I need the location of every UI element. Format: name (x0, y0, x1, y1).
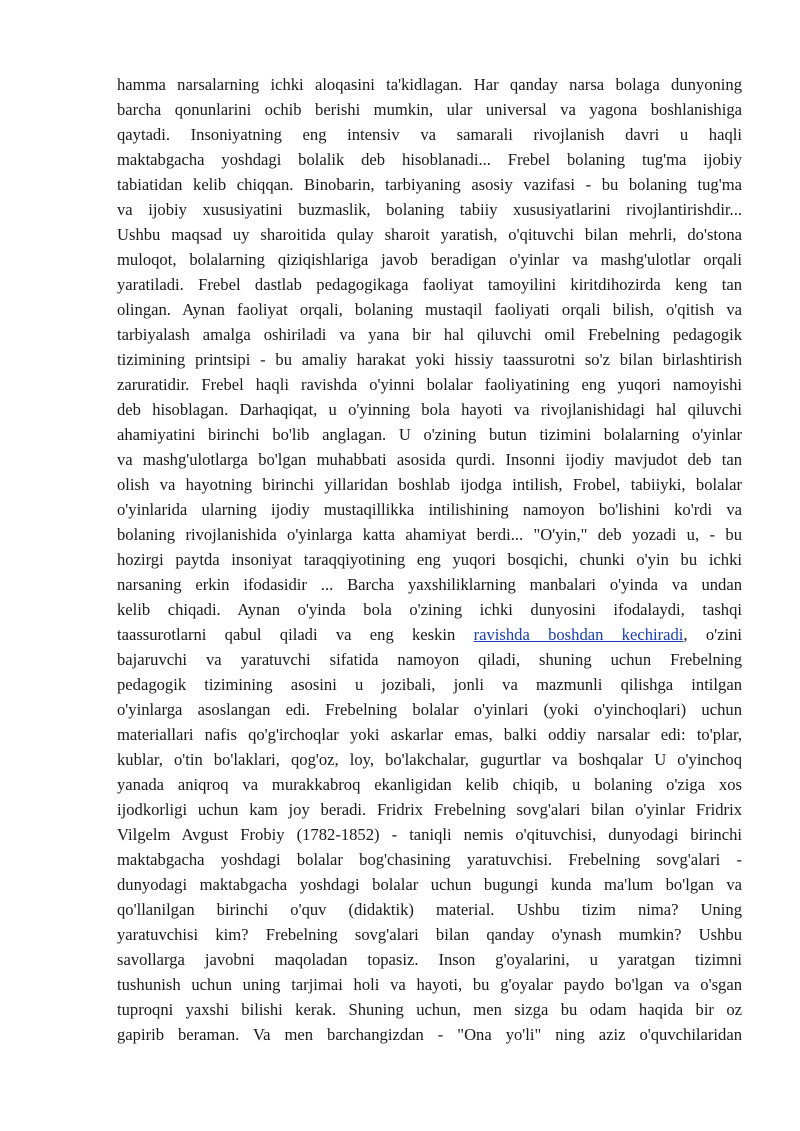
inline-link[interactable]: ravishda boshdan kechiradi (473, 625, 684, 644)
text-line: narsaning erkin ifodasidir ... Barcha yaxshiliklarning manbalari o'yinda va undan (117, 575, 742, 594)
text-line: maktabgacha yoshdagi bolalik deb hisoblanadi... Frebel bolaning tug'ma ijobiy (117, 150, 742, 169)
text-line: muloqot, bolalarning qiziqishlariga javob beradigan o'yinlar va mashg'ulotlar orqali (117, 250, 742, 269)
text-line: va ijobiy xususiyatini buzmaslik, bolaning tabiiy xususiyatlarini rivojlantirishdir... (117, 200, 742, 219)
text-line: yaratiladi. Frebel dastlab pedagogikaga faoliyat tamoyilini kiritdihozirda keng tan (117, 275, 742, 294)
text-line: va mashg'ulotlarga bo'lgan muhabbati asosida qurdi. Insonni ijodiy mavjudot deb tan (117, 450, 742, 469)
text-line: tarbiyalash amalga oshiriladi va yana bir hal qiluvchi omil Frebelning pedagogik (117, 325, 742, 344)
text-line: tizimining printsipi - bu amaliy harakat yoki hissiy taassurotni so'z bilan birlashtirish (117, 350, 742, 369)
text-line: o'yinlarga asoslangan edi. Frebelning bolalar o'yinlari (yoki o'yinchoqlari) uchun (117, 700, 742, 719)
text-line: qo'llanilgan birinchi o'quv (didaktik) material. Ushbu tizim nima? Uning (117, 900, 742, 919)
text-line: dunyodagi maktabgacha yoshdagi bolalar uchun bugungi kunda ma'lum bo'lgan va (117, 875, 742, 894)
text-line: qaytadi. Insoniyatning eng intensiv va samarali rivojlanish davri u haqli (117, 125, 742, 144)
text-line: tuproqni yaxshi bilishi kerak. Shuning uchun, men sizga bu odam haqida bir oz (117, 1000, 742, 1019)
text-line: Vilgelm Avgust Frobiy (1782-1852) - taniqli nemis o'qituvchisi, dunyodagi birinchi (117, 825, 742, 844)
text-line: ijodkorligi uchun kam joy beradi. Fridrix Frebelning sovg'alari bilan o'yinlar Fridrix (117, 800, 742, 819)
text-line: bolaning rivojlanishida o'yinlarga katta ahamiyat berdi... "O'yin," deb yozadi u, - bu (117, 525, 742, 544)
text-line: zaruratidir. Frebel haqli ravishda o'yinni bolalar faoliyatining eng yuqori namoyishi (117, 375, 742, 394)
text-segment: taassurotlarni qabul qiladi va eng keskin (117, 625, 474, 644)
text-line: yanada aniqroq va murakkabroq ekanligidan kelib chiqib, u bolaning o'ziga xos (117, 775, 742, 794)
text-line: pedagogik tizimining asosini u jozibali, jonli va mazmunli qilishga intilgan (117, 675, 742, 694)
text-line: hozirgi paytda insoniyat taraqqiyotining eng yuqori bosqichi, chunki o'yin bu ichki (117, 550, 742, 569)
text-line: savollarga javobni maqoladan topasiz. Inson g'oyalarini, u yaratgan tizimni (117, 950, 742, 969)
text-line: tushunish uchun uning tarjimai holi va hayoti, bu g'oyalar paydo bo'lgan va o'sgan (117, 975, 742, 994)
text-line: olish va hayotning birinchi yillaridan boshlab ijodga intilish, Frobel, tabiiyki, bolalar (117, 475, 742, 494)
text-line: kelib chiqadi. Aynan o'yinda bola o'zining ichki dunyosini ifodalaydi, tashqi (117, 600, 742, 619)
text-line-with-link (117, 622, 742, 647)
text-line: tabiatidan kelib chiqqan. Binobarin, tarbiyaning asosiy vazifasi - bu bolaning tug'ma (117, 175, 742, 194)
text-line: materiallari nafis qo'g'irchoqlar yoki askarlar emas, balki oddiy narsalar edi: to'plar, (117, 725, 742, 744)
document-page (117, 72, 742, 1047)
text-line: bajaruvchi va yaratuvchi sifatida namoyon qiladi, shuning uchun Frebelning (117, 650, 742, 669)
text-line: gapirib beraman. Va men barchangizdan - "Ona yo'li" ning aziz o'quvchilaridan (117, 1025, 742, 1044)
text-line: hamma narsalarning ichki aloqasini ta'kidlagan. Har qanday narsa bolaga dunyoning (117, 75, 742, 94)
text-line: deb hisoblagan. Darhaqiqat, u o'yinning bola hayoti va rivojlanishidagi hal qiluvchi (117, 400, 742, 419)
text-line: olingan. Aynan faoliyat orqali, bolaning mustaqil faoliyati orqali bilish, o'qitish va (117, 300, 742, 319)
text-line: yaratuvchisi kim? Frebelning sovg'alari bilan qanday o'ynash mumkin? Ushbu (117, 925, 742, 944)
text-line: maktabgacha yoshdagi bolalar bog'chasining yaratuvchisi. Frebelning sovg'alari - (117, 850, 742, 869)
text-line: o'yinlarida ularning ijodiy mustaqillikka intilishining namoyon bo'lishini ko'rdi va (117, 500, 742, 519)
text-line: kublar, o'tin bo'laklari, qog'oz, loy, bo'lakchalar, gugurtlar va boshqalar U o'yinchoq (117, 750, 742, 769)
text-line: ahamiyatini birinchi bo'lib anglagan. U o'zining butun tizimini bolalarning o'yinlar (117, 425, 742, 444)
text-segment: , o'zini (683, 625, 742, 644)
text-line: Ushbu maqsad uy sharoitida qulay sharoit yaratish, o'qituvchi bilan mehrli, do'stona (117, 225, 742, 244)
text-line: barcha qonunlarini ochib berishi mumkin, ular universal va yagona boshlanishiga (117, 100, 742, 119)
